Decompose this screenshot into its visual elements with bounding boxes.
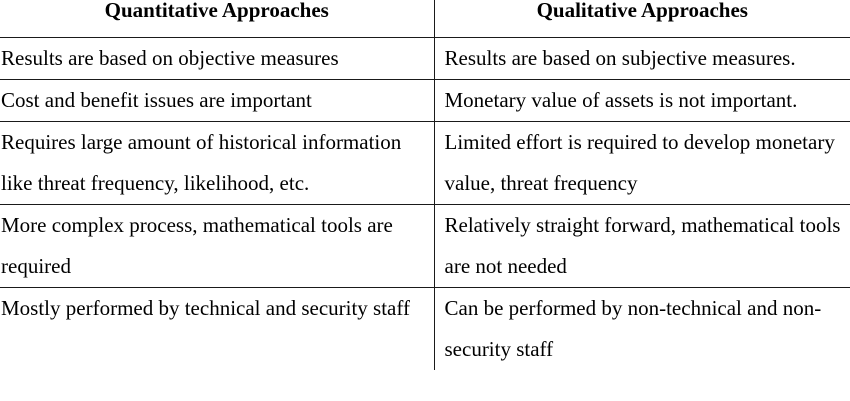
cell-quantitative: Requires large amount of historical information like threat frequency, likelihood, etc.	[0, 122, 434, 205]
cell-qualitative: Can be performed by non-technical and non-security staff	[434, 288, 850, 371]
header-quantitative: Quantitative Approaches	[0, 0, 434, 38]
cell-quantitative: Cost and benefit issues are important	[0, 80, 434, 122]
table-row	[0, 80, 850, 122]
table-row	[0, 122, 850, 205]
cell-quantitative: Results are based on objective measures	[0, 38, 434, 80]
table-row	[0, 205, 850, 288]
table-row	[0, 288, 850, 371]
cell-qualitative: Relatively straight forward, mathematical tools are not needed	[434, 205, 850, 288]
cell-qualitative: Limited effort is required to develop monetary value, threat frequency	[434, 122, 850, 205]
table-row	[0, 38, 850, 80]
header-row	[0, 0, 850, 38]
cell-quantitative: More complex process, mathematical tools are required	[0, 205, 434, 288]
cell-quantitative: Mostly performed by technical and security staff	[1, 296, 410, 320]
cell-qualitative: Results are based on subjective measures.	[434, 38, 850, 80]
cell-qualitative: Monetary value of assets is not important.	[434, 80, 850, 122]
header-qualitative: Qualitative Approaches	[434, 0, 850, 38]
